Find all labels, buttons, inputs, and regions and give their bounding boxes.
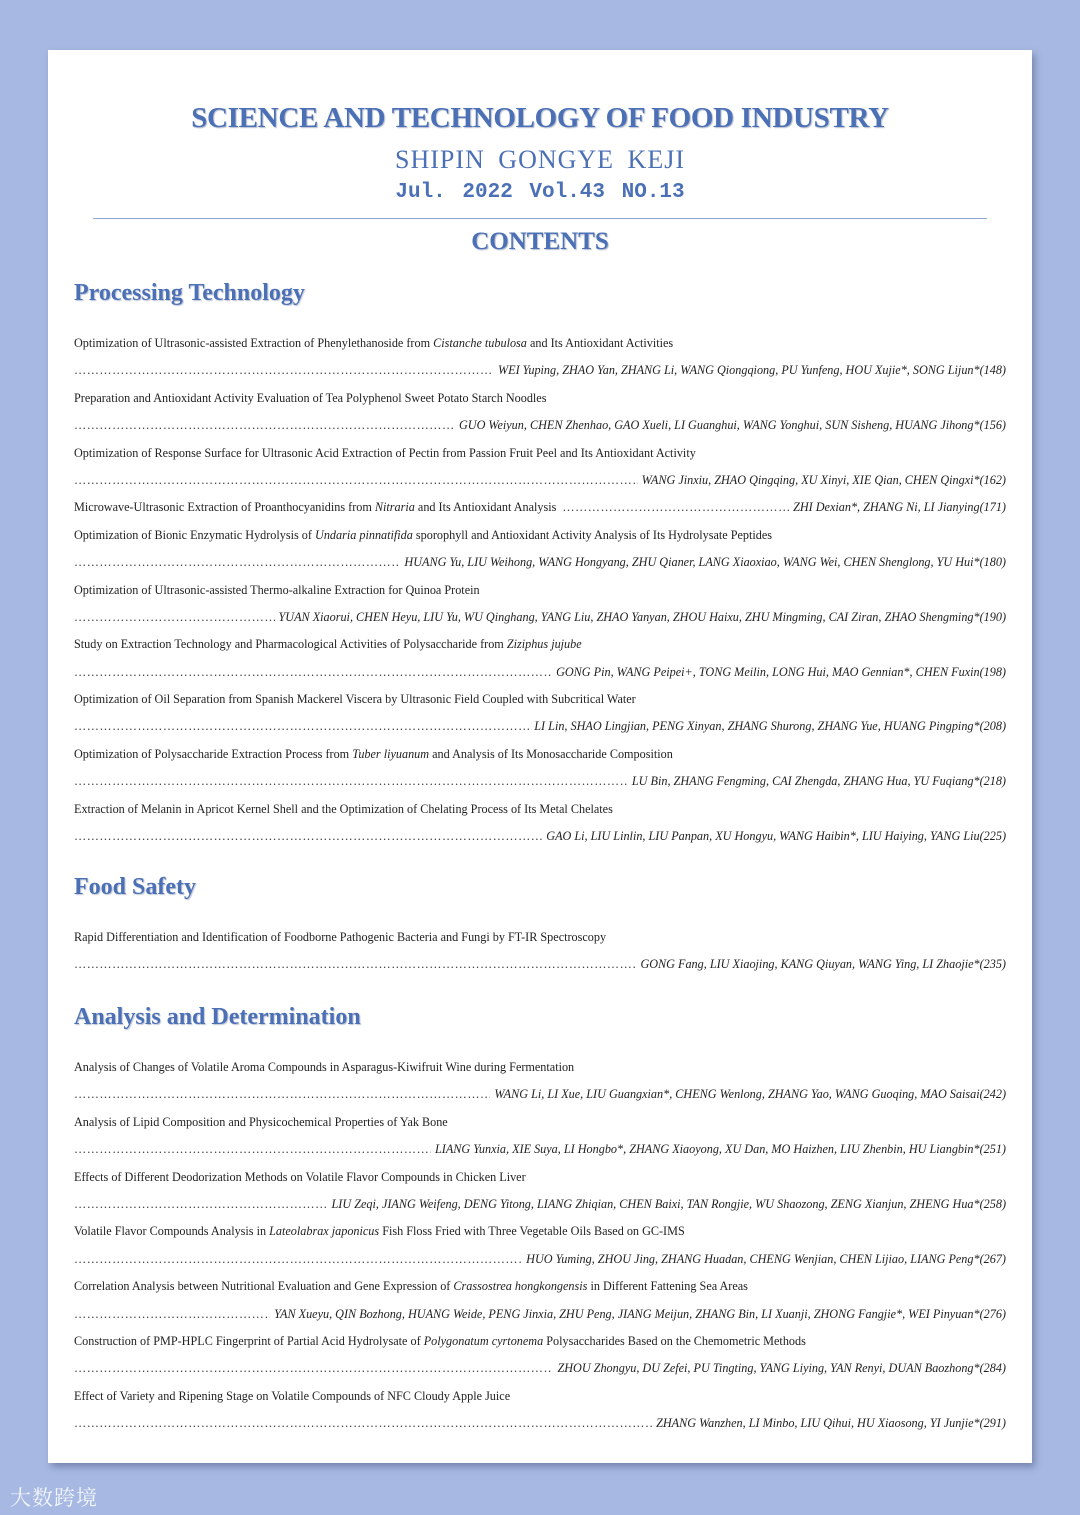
- entry-authors-page: GONG Fang, LIU Xiaojing, KANG Qiuyan, WANG Ying, LI Zhaojie*(235): [640, 957, 1006, 972]
- entry-title: [74, 686, 1006, 713]
- entry-authors-page: YUAN Xiaorui, CHEN Heyu, LIU Yu, WU Qinghang, YANG Liu, ZHAO Yanyan, ZHOU Haixu, ZHU Mingming, CAI Ziran, ZHAO Shengming*(190): [278, 609, 1006, 624]
- dot-leader: [74, 1301, 270, 1328]
- dot-leader: [74, 467, 638, 494]
- dot-leader: [74, 1246, 522, 1273]
- entry-title: [74, 1383, 1006, 1410]
- journal-title-pinyin: SHIPIN GONGYE KEJI: [395, 145, 685, 174]
- entry-author-line: [74, 412, 1006, 439]
- entry-title-text: Optimization of Oil Separation from Spanish Mackerel Viscera by Ultrasonic Field Coupled with Subcritical Water: [74, 692, 636, 707]
- entry-title: [74, 440, 1006, 467]
- contents-heading: CONTENTS: [471, 228, 609, 255]
- entry-authors-page: LU Bin, ZHANG Fengming, CAI Zhengda, ZHANG Hua, YU Fuqiang*(218): [631, 774, 1006, 789]
- entry-authors-page: YAN Xueyu, QIN Bozhong, HUANG Weide, PENG Jinxia, ZHU Peng, JIANG Meijun, ZHANG Bin, LI Xuanji, ZHONG Fangjie*, WEI Pinyuan*(276): [274, 1306, 1006, 1321]
- toc-entry[interactable]: [74, 577, 1006, 632]
- entry-row: [74, 494, 1006, 521]
- entry-authors-page: GAO Li, LIU Linlin, LIU Panpan, XU Hongyu, WANG Haibin*, LIU Haiying, YANG Liu(225): [546, 829, 1006, 844]
- species-name: Cistanche tubulosa: [433, 336, 527, 350]
- toc-entry[interactable]: [74, 1164, 1006, 1219]
- dot-leader: [74, 604, 275, 631]
- dot-leader: [74, 1355, 553, 1382]
- dot-leader: [74, 659, 552, 686]
- entry-title: [74, 1164, 1006, 1191]
- watermark-logo: [10, 1482, 98, 1512]
- entry-title-text: and Analysis of Its Monosaccharide Composition: [429, 746, 673, 761]
- entry-authors-page: ZHOU Zhongyu, DU Zefei, PU Tingting, YANG Liying, YAN Renyi, DUAN Baozhong*(284): [557, 1361, 1006, 1376]
- entry-authors-page: GONG Pin, WANG Peipei+, TONG Meilin, LONG Hui, MAO Gennian*, CHEN Fuxin(198): [556, 664, 1006, 679]
- toc-entry[interactable]: [74, 796, 1006, 851]
- entry-author-line: [74, 1081, 1006, 1108]
- entry-title: [74, 631, 1006, 658]
- toc-entry[interactable]: [74, 494, 1006, 521]
- dot-leader: [74, 823, 542, 850]
- species-name: Undaria pinnatifida: [315, 527, 413, 542]
- section-title: Food Safety: [74, 874, 196, 900]
- entry-authors-page: LIANG Yunxia, XIE Suya, LI Hongbo*, ZHANG Xiaoyong, XU Dan, MO Haizhen, LIU Zhenbin, HU Liangbin*(251): [435, 1142, 1006, 1157]
- entry-title-text: in Different Fattening Sea Areas: [587, 1279, 748, 1294]
- entry-title-text: Rapid Differentiation and Identification of Foodborne Pathogenic Bacteria and Fungi by FT-IR Spectroscopy: [74, 930, 607, 944]
- entry-title: [74, 1054, 1006, 1081]
- entry-author-line: [74, 768, 1006, 795]
- toc-entry[interactable]: [74, 924, 1006, 979]
- entry-title-text: Polysaccharides Based on the Chemometric Methods: [543, 1333, 806, 1348]
- entry-author-line: [74, 549, 1006, 576]
- entry-title: [74, 1273, 1006, 1300]
- entry-author-line: [74, 1191, 1006, 1218]
- watermark-text: 大数跨境: [10, 1486, 98, 1510]
- entry-authors-page: ZHANG Wanzhen, LI Minbo, LIU Qihui, HU Xiaosong, YI Junjie*(291): [656, 1416, 1006, 1431]
- toc-entry[interactable]: [74, 686, 1006, 741]
- toc-entry[interactable]: [74, 1328, 1006, 1383]
- entry-title-text: and Its Antioxidant Activities: [526, 336, 674, 350]
- entry-title-text: Optimization of Response Surface for Ultrasonic Acid Extraction of Pectin from Passion Fruit Peel and Its Antioxidant Activity: [74, 445, 696, 460]
- header-divider: [93, 218, 987, 219]
- entry-title-text: Correlation Analysis between Nutritional Evaluation and Gene Expression of: [74, 1279, 454, 1294]
- species-name: Polygonatum cyrtonema: [423, 1333, 544, 1348]
- toc-entry[interactable]: [74, 385, 1006, 440]
- dot-leader: [74, 1410, 652, 1437]
- toc-entry[interactable]: [74, 741, 1006, 796]
- entry-title: [74, 330, 1006, 357]
- toc-entry[interactable]: [74, 1109, 1006, 1164]
- entry-title: [74, 385, 1006, 412]
- entry-author-line: [74, 1136, 1006, 1163]
- entry-title: [74, 796, 1006, 823]
- entry-title-text: Volatile Flavor Compounds Analysis in: [74, 1224, 270, 1239]
- entry-title-text: Optimization of Ultrasonic-assisted Thermo-alkaline Extraction for Quinoa Protein: [74, 582, 480, 597]
- entry-author-line: [74, 823, 1006, 850]
- dot-leader: [74, 1136, 431, 1163]
- dot-leader: [74, 1081, 490, 1108]
- entry-title-text: Optimization of Bionic Enzymatic Hydrolysis of: [74, 527, 316, 542]
- section-title: Analysis and Determination: [74, 1004, 361, 1030]
- entry-title: [74, 1328, 1006, 1355]
- entry-title: [74, 924, 1006, 951]
- entry-title-text: Study on Extraction Technology and Pharmacological Activities of Polysaccharide from: [74, 637, 507, 652]
- species-name: Lateolabrax japonicus: [269, 1224, 380, 1239]
- entry-title-text: Effects of Different Deodorization Methods on Volatile Flavor Compounds in Chicken Liver: [74, 1169, 526, 1184]
- entry-title-text: Analysis of Lipid Composition and Physicochemical Properties of Yak Bone: [74, 1114, 448, 1129]
- entry-title: [74, 741, 1006, 768]
- entry-title-text: Microwave-Ultrasonic Extraction of Proanthocyanidins from: [74, 500, 375, 515]
- dot-leader: [74, 357, 494, 384]
- toc-entry[interactable]: [74, 1054, 1006, 1109]
- entry-author-line: [74, 713, 1006, 740]
- species-name: Ziziphus jujube: [506, 637, 582, 652]
- entry-author-line: [74, 1246, 1006, 1273]
- entry-title-text: Optimization of Polysaccharide Extraction Process from: [74, 746, 353, 761]
- dot-leader: [74, 951, 636, 978]
- entry-author-line: [74, 659, 1006, 686]
- section-analysis-determination: [74, 1000, 1006, 1437]
- dot-leader: [74, 412, 455, 439]
- entry-authors-page: LIU Zeqi, JIANG Weifeng, DENG Yitong, LIANG Zhiqian, CHEN Baixi, TAN Rongjie, WU Shaozong, ZENG Xianjun, ZHENG Hua*(258): [331, 1196, 1006, 1211]
- entry-title: [74, 1218, 1006, 1245]
- section-title: Processing Technology: [74, 280, 305, 306]
- entry-authors-page: LI Lin, SHAO Lingjian, PENG Xinyan, ZHANG Shurong, ZHANG Yue, HUANG Pingping*(208): [534, 719, 1006, 734]
- entry-authors-page: WEI Yuping, ZHAO Yan, ZHANG Li, WANG Qiongqiong, PU Yunfeng, HOU Xujie*, SONG Lijun*(148): [497, 363, 1006, 378]
- entry-title: [74, 522, 1006, 549]
- toc-entry[interactable]: [74, 1273, 1006, 1328]
- entry-author-line: [74, 357, 1006, 384]
- dot-leader: [562, 494, 789, 521]
- entry-title-text: and Its Antioxidant Analysis: [414, 500, 557, 515]
- entry-authors-page: HUANG Yu, LIU Weihong, WANG Hongyang, ZHU Qianer, LANG Xiaoxiao, WANG Wei, CHEN Shenglong, YU Hui*(180): [404, 555, 1006, 570]
- entry-authors-page: WANG Jinxiu, ZHAO Qingqing, XU Xinyi, XIE Qian, CHEN Qingxi*(162): [641, 472, 1006, 487]
- entry-author-line: [74, 1355, 1006, 1382]
- dot-leader: [74, 768, 628, 795]
- entry-title-text: Optimization of Ultrasonic-assisted Extraction of Phenylethanoside from: [74, 336, 434, 350]
- toc-entry[interactable]: [74, 631, 1006, 686]
- entry-authors-page: ZHI Dexian*, ZHANG Ni, LI Jianying(171): [793, 500, 1006, 515]
- document-page: [48, 50, 1032, 1463]
- toc-entry[interactable]: [74, 1218, 1006, 1273]
- entry-title: [74, 494, 562, 521]
- entry-title: [74, 1109, 1006, 1136]
- entry-title-text: Preparation and Antioxidant Activity Evaluation of Tea Polyphenol Sweet Potato Starch Noodles: [74, 390, 547, 405]
- entry-title-text: Fish Floss Fried with Three Vegetable Oils Based on GC-IMS: [379, 1224, 685, 1239]
- issue-info: Jul. 2022 Vol.43 NO.13: [395, 181, 685, 204]
- species-name: Nitraria: [374, 500, 415, 515]
- entry-author-line: [74, 467, 1006, 494]
- dot-leader: [74, 549, 400, 576]
- species-name: Tuber liyuanum: [352, 746, 430, 761]
- entry-title-text: Analysis of Changes of Volatile Aroma Compounds in Asparagus-Kiwifruit Wine during Fermentation: [74, 1060, 575, 1074]
- section-food-safety: [74, 870, 1006, 979]
- toc-entry[interactable]: [74, 440, 1006, 495]
- entry-authors-page: WANG Li, LI Xue, LIU Guangxian*, CHENG Wenlong, ZHANG Yao, WANG Guoqing, MAO Saisai(242): [494, 1087, 1006, 1102]
- dot-leader: [74, 713, 530, 740]
- entry-title-text: Construction of PMP-HPLC Fingerprint of Partial Acid Hydrolysate of: [74, 1333, 424, 1348]
- entry-author-line: [74, 604, 1006, 631]
- dot-leader: [74, 1191, 328, 1218]
- entry-author-line: [74, 951, 1006, 978]
- entry-title: [74, 577, 1006, 604]
- entry-author-line: [74, 1410, 1006, 1437]
- section-processing-technology: [74, 276, 1006, 850]
- entry-author-line: [74, 1301, 1006, 1328]
- journal-title: SCIENCE AND TECHNOLOGY OF FOOD INDUSTRY: [191, 102, 889, 134]
- toc-entry[interactable]: [74, 522, 1006, 577]
- toc-entry[interactable]: [74, 330, 1006, 385]
- entry-authors-page: GUO Weiyun, CHEN Zhenhao, GAO Xueli, LI Guanghui, WANG Yonghui, SUN Sisheng, HUANG Jihong*(156): [458, 418, 1006, 433]
- entry-title-text: sporophyll and Antioxidant Activity Analysis of Its Hydrolysate Peptides: [412, 527, 773, 542]
- toc-entry[interactable]: [74, 1383, 1006, 1438]
- species-name: Crassostrea hongkongensis: [453, 1279, 588, 1294]
- entry-title-text: Extraction of Melanin in Apricot Kernel Shell and the Optimization of Chelating Process of Its Metal Chelates: [74, 801, 613, 816]
- entry-authors-page: HUO Yuming, ZHOU Jing, ZHANG Huadan, CHENG Wenjian, CHEN Lijiao, LIANG Peng*(267): [526, 1251, 1006, 1266]
- entry-title-text: Effect of Variety and Ripening Stage on Volatile Compounds of NFC Cloudy Apple Juice: [74, 1388, 511, 1403]
